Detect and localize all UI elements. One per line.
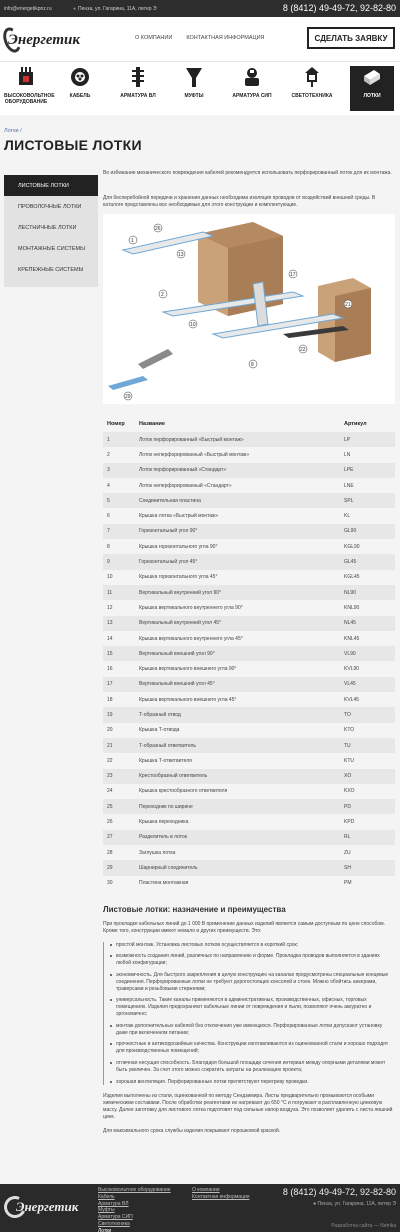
cell-article: TU: [344, 738, 395, 753]
cell-number: 22: [107, 757, 113, 764]
cell-name: Крышка крестообразного ответвителя: [139, 788, 228, 795]
tray-icon: [362, 66, 382, 88]
phone[interactable]: 8 (8412) 49-49-72, 92-82-80: [282, 3, 396, 13]
table-header-row: [103, 416, 395, 432]
category-vl-fittings[interactable]: [116, 66, 160, 114]
footer-link[interactable]: Кабель: [98, 1193, 115, 1200]
lamp-icon: [302, 66, 322, 88]
category-trays[interactable]: [350, 66, 394, 111]
table-row: [103, 646, 395, 661]
cell-article: SH: [344, 860, 395, 875]
cell-article: KTO: [344, 727, 355, 734]
category-label: КАБЕЛЬ: [69, 93, 91, 99]
cell-number: 2: [107, 451, 110, 458]
category-label: ЛОТКИ: [363, 93, 381, 99]
cell-name: Шарнирный соединитель: [139, 860, 344, 875]
table-row: [103, 814, 395, 829]
cell-article: PD: [344, 799, 395, 814]
cell-name: Крышка вертикального внутреннего угла 90°: [139, 604, 243, 611]
cell-article: PM: [344, 880, 352, 887]
cell-article: KVL90: [344, 666, 360, 673]
cable-icon: [70, 66, 90, 88]
footer-catalog-links: [98, 1187, 171, 1232]
footer-link[interactable]: Арматура ВЛ: [98, 1200, 129, 1207]
article: [103, 921, 395, 1141]
email-link[interactable]: info@energetikpnz.ru: [4, 6, 52, 12]
sidebar-item-wire-trays[interactable]: ПРОВОЛОЧНЫЕ ЛОТКИ: [18, 203, 82, 210]
table-row: [103, 753, 395, 768]
main-nav: [135, 35, 265, 41]
cell-article: KGL90: [344, 543, 360, 550]
cell-article: KNL45: [344, 635, 360, 642]
footer: [0, 1184, 400, 1232]
cell-article: GL45: [344, 554, 395, 569]
cell-name: Пластина монтажная: [139, 880, 189, 887]
intro-paragraph-2: Для бесперебойной передачи и хранения данных необходима изоляция проводов от воздействий внешней среды. В каталоге представлены все необходимые для этого конструкции и комплектующие.: [103, 195, 376, 208]
cell-name: Лоток неперфорированный «Быстрый монтаж»: [139, 451, 250, 458]
article-lead: При прокладке кабельных линий до 1 000 В применение данных изделий является самым доступным по цене способом. Кроме того, конструкции имеют немало и других преимуществ. Это:: [103, 921, 385, 934]
cell-number: 10: [107, 574, 113, 581]
cell-number: 11: [103, 585, 139, 600]
column-header-name: Название: [139, 421, 165, 427]
nav-about[interactable]: О КОМПАНИИ: [135, 35, 173, 41]
cell-article: NL45: [344, 616, 395, 631]
category-sip-fittings[interactable]: [230, 66, 274, 114]
cell-article: KPD: [344, 819, 355, 826]
table-row: [103, 707, 395, 722]
svg-text:8: 8: [251, 362, 254, 368]
advantage-item: экономичность. Для быстрого закрепления в целую конструкцию на каналах предусмотрены специальные концевые соединения. Перфорированные лотки не требуют дорогостоящих консолей и стоек. Можно обойтись анкерами, траверсами и резьбовыми стержнями;: [110, 972, 395, 992]
cell-article: KNL90: [344, 604, 360, 611]
table-row: [103, 463, 395, 478]
location-pin-icon: ●: [313, 1201, 317, 1207]
footer-link[interactable]: Высоковольтное оборудование: [98, 1187, 171, 1193]
article-paragraph-3: Для максимального срока службы изделия покрывают порошковой краской.: [103, 1127, 281, 1134]
breadcrumb[interactable]: Лотки /: [4, 128, 22, 134]
cell-number: 9: [103, 554, 139, 569]
cell-name: Заглушка лотка: [139, 849, 176, 856]
cell-article: GL90: [344, 524, 395, 539]
cell-article: LNE: [344, 482, 354, 489]
cell-number: 26: [107, 819, 113, 826]
cell-article: KVL45: [344, 696, 360, 703]
table-row: [103, 784, 395, 799]
svg-text:26: 26: [155, 226, 161, 232]
svg-text:2: 2: [161, 292, 164, 298]
cell-name: Лоток перфорированный «Быстрый монтаж»: [139, 432, 344, 447]
footer-address: [313, 1201, 396, 1207]
cell-name: Разделитель в лоток: [139, 830, 344, 845]
table-row: [103, 661, 395, 676]
cell-name: Крестообразный ответвитель: [139, 769, 344, 784]
cell-number: 20: [107, 727, 113, 734]
intro-paragraph-1: Во избежание механического повреждения кабелей рекомендуется использовать перфорированный лоток для их монтажа.: [103, 170, 392, 176]
cell-number: 7: [103, 524, 139, 539]
cell-number: 13: [103, 616, 139, 631]
product-table: [103, 416, 395, 891]
cell-name: Горизонтальный угол 45°: [139, 554, 344, 569]
cell-number: 1: [103, 432, 139, 447]
cell-number: 4: [107, 482, 110, 489]
transformer-icon: [16, 66, 36, 88]
category-label: АРМАТУРА ВЛ: [120, 93, 156, 99]
article-paragraph-2: Изделия выполнены из стали, оцинкованной по методу Сендзимира. Листы предварительно промываются особыми химическими составами. После обработки реагентами их нагревают до 650 °С и погружают в расплавленную цинковую массу. Далее заготовку для листового лотка подготовят под сильные напор воздуха. Это позволяет удалить с листа лишний цинк.: [103, 1093, 393, 1120]
cell-name: Крышка вертикального внутреннего угла 45°: [139, 635, 243, 642]
logo[interactable]: [4, 25, 80, 55]
table-row: [103, 769, 395, 784]
table-row: [103, 692, 395, 707]
footer-phone[interactable]: 8 (8412) 49-49-72, 92-82-80: [282, 1187, 396, 1197]
footer-link[interactable]: Лотки: [98, 1227, 112, 1232]
header: [0, 17, 400, 61]
table-row: [103, 432, 395, 447]
table-row: [103, 493, 395, 508]
table-row: [103, 478, 395, 493]
advantage-item: хорошая вентиляция. Перфорированные лотки препятствуют перегреву проводки.: [110, 1079, 395, 1086]
cell-name: Вертикальный внутренний угол 45°: [139, 616, 344, 631]
category-cable[interactable]: [58, 66, 102, 114]
cell-name: Крышка переходника: [139, 819, 189, 826]
table-row: [103, 738, 395, 753]
cell-number: 28: [107, 849, 113, 856]
cell-name: Вертикальный внешний угол 90°: [139, 646, 344, 661]
cell-number: 27: [103, 830, 139, 845]
cell-number: 17: [103, 677, 139, 692]
logo-ring-icon: [0, 25, 24, 55]
footer-link[interactable]: Арматура СИП: [98, 1214, 133, 1221]
table-body: [103, 432, 395, 891]
cell-article: LP: [344, 432, 395, 447]
table-row: [103, 860, 395, 875]
cell-number: 24: [107, 788, 113, 795]
advantage-item: простой монтаж. Установка листовых лотков осуществляется в короткий срок;: [110, 942, 395, 949]
cell-number: 6: [107, 513, 110, 520]
footer-link[interactable]: Контактная информация: [192, 1193, 250, 1200]
request-button[interactable]: СДЕЛАТЬ ЗАЯВКУ: [307, 27, 395, 49]
nav-contacts[interactable]: КОНТАКТНАЯ ИНФОРМАЦИЯ: [186, 35, 265, 41]
cell-name: Переходник по ширине: [139, 799, 344, 814]
cell-number: 8: [107, 543, 110, 550]
sidebar-item-ladder-trays[interactable]: ЛЕСТНИЧНЫЕ ЛОТКИ: [18, 224, 77, 231]
logo-text: Энергетик: [8, 31, 80, 48]
cell-name: Лоток неперфорированный «Стандарт»: [139, 482, 232, 489]
table-row: [103, 524, 395, 539]
advantage-item: отличная несущая способность. Благодаря большой площади сечения интервал между опорными деталями может быть увеличен. За счет этого можно сократить затраты на реализацию проекта;: [110, 1060, 395, 1074]
cell-article: KXO: [344, 788, 355, 795]
cell-article: RL: [344, 830, 395, 845]
cell-article: VL45: [344, 677, 395, 692]
cell-article: XO: [344, 769, 395, 784]
cell-number: 25: [103, 799, 139, 814]
coupling-icon: [184, 66, 204, 88]
footer-link[interactable]: О компании: [192, 1187, 220, 1193]
cell-name: Т-образный ответвитель: [139, 738, 344, 753]
category-label: ВЫСОКОВОЛЬТНОЕ ОБОРУДОВАНИЕ: [4, 93, 55, 105]
table-row: [103, 570, 395, 585]
table-row: [103, 554, 395, 569]
table-row: [103, 539, 395, 554]
cell-number: 3: [103, 463, 139, 478]
advantage-item: прочностные и антикоррозийные качества. Конструкции изготавливаются из оцинкованной стали и хорошо подходят для производственных помещений;: [110, 1041, 395, 1055]
svg-text:1: 1: [131, 238, 134, 244]
category-bar: [0, 61, 400, 115]
cell-name: Лоток перфорированный «Стандарт»: [139, 463, 344, 478]
category-label: МУФТЫ: [184, 93, 204, 99]
cell-name: Крышка Т-отвода: [139, 727, 180, 734]
cell-number: 12: [107, 604, 113, 611]
cell-name: Крышка вертикального внешнего угла 45°: [139, 696, 237, 703]
page-title: ЛИСТОВЫЕ ЛОТКИ: [4, 137, 142, 153]
cell-article: LN: [344, 451, 351, 458]
address-text: Пенза, ул. Гагарина, 11А, литер Э: [78, 6, 157, 12]
column-header-article: Артикул: [344, 421, 367, 427]
category-label: СВЕТОТЕХНИКА: [291, 93, 333, 99]
cell-article: KTU: [344, 757, 354, 764]
cell-number: 30: [107, 880, 113, 887]
footer-logo[interactable]: [4, 1196, 78, 1218]
svg-text:17: 17: [290, 272, 296, 278]
table-row: [103, 677, 395, 692]
cell-name: Крышка горизонтального угла 90°: [139, 543, 218, 550]
table-row: [103, 600, 395, 615]
footer-link[interactable]: Муфты: [98, 1207, 115, 1214]
svg-text:10: 10: [190, 322, 196, 328]
sidebar-item-fastening-systems[interactable]: КРЕПЕЖНЫЕ СИСТЕМЫ: [18, 266, 84, 273]
logo-ring-icon: [1, 1193, 29, 1221]
cell-article: LPE: [344, 463, 395, 478]
cell-name: Т-образный отвод: [139, 707, 344, 722]
table-row: [103, 876, 395, 891]
cell-name: Крышка вертикального внешнего угла 90°: [139, 666, 237, 673]
footer-developer[interactable]: Разработка сайта — Netrika: [331, 1223, 396, 1229]
svg-text:22: 22: [300, 347, 306, 353]
cell-article: NL90: [344, 585, 395, 600]
clamp-icon: [242, 66, 262, 88]
article-title: Листовые лотки: назначение и преимущества: [103, 905, 286, 914]
tray-system-diagram: [103, 214, 395, 404]
cell-article: VL90: [344, 646, 395, 661]
table-row: [103, 845, 395, 860]
cell-name: Горизонтальный угол 90°: [139, 524, 344, 539]
cell-name: Вертикальный внешний угол 45°: [139, 677, 344, 692]
cell-article: ZU: [344, 849, 351, 856]
cell-number: 21: [103, 738, 139, 753]
table-row: [103, 830, 395, 845]
sidebar-item-mounting-systems[interactable]: МОНТАЖНЫЕ СИСТЕМЫ: [18, 245, 85, 252]
cell-number: 5: [103, 493, 139, 508]
cell-name: Крышка Т-ответвителя: [139, 757, 192, 764]
category-lighting[interactable]: [290, 66, 334, 114]
sidebar-item-sheet-trays[interactable]: ЛИСТОВЫЕ ЛОТКИ: [4, 175, 98, 196]
cell-number: 23: [103, 769, 139, 784]
cell-article: KGL45: [344, 574, 360, 581]
category-label: АРМАТУРА СИП: [232, 93, 272, 99]
table-row: [103, 723, 395, 738]
table-row: [103, 447, 395, 462]
category-high-voltage[interactable]: [4, 66, 55, 114]
sidebar: [4, 175, 98, 287]
category-couplings[interactable]: [172, 66, 216, 114]
footer-logo-text: Энергетик: [16, 1199, 79, 1214]
svg-text:21: 21: [345, 302, 351, 308]
table-row: [103, 585, 395, 600]
cell-name: Крышка горизонтального угла 45°: [139, 574, 218, 581]
table-row: [103, 799, 395, 814]
footer-info-links: [192, 1187, 249, 1201]
cell-name: Крышка лотка «Быстрый монтаж»: [139, 513, 219, 520]
address: [73, 6, 157, 12]
table-row: [103, 508, 395, 523]
footer-address-text: Пенза, ул. Гагарина, 11А, литер Э: [317, 1201, 396, 1207]
cell-number: 19: [103, 707, 139, 722]
cell-article: SPL: [344, 493, 395, 508]
cell-number: 16: [107, 666, 113, 673]
footer-link[interactable]: Светотехника: [98, 1220, 130, 1227]
svg-text:13: 13: [178, 252, 184, 258]
svg-text:29: 29: [125, 394, 131, 400]
column-header-number: Номер: [107, 421, 125, 427]
cell-number: 15: [103, 646, 139, 661]
cell-article: TO: [344, 707, 395, 722]
advantage-item: универсальность. Такие каналы применяются в административных, производственных, офисных, торговых помещениях. Изделия предохраняют кабельные линии от повреждения и пыли, позволяют очень аккуратно и эргономично;: [110, 997, 395, 1017]
insulator-icon: [128, 66, 148, 88]
cell-name: Соединительная пластина: [139, 493, 344, 508]
table-row: [103, 631, 395, 646]
advantage-item: возможность создания линий, различных по направлению и форме. Прокладка проводов выполняется в зданиях любой конфигурации;: [110, 953, 395, 967]
advantages-list: [103, 942, 395, 1086]
advantage-item: монтаж дополнительных кабелей без отключения уже имеющихся. Перфорированные лотки допускают установку даже при включенном питании;: [110, 1023, 395, 1037]
cell-number: 14: [107, 635, 113, 642]
cell-number: 29: [103, 860, 139, 875]
table-row: [103, 616, 395, 631]
cell-number: 18: [107, 696, 113, 703]
cell-name: Вертикальный внутренний угол 90°: [139, 585, 344, 600]
location-pin-icon: ●: [73, 6, 77, 12]
top-bar: [0, 0, 400, 17]
cell-article: KL: [344, 513, 351, 520]
